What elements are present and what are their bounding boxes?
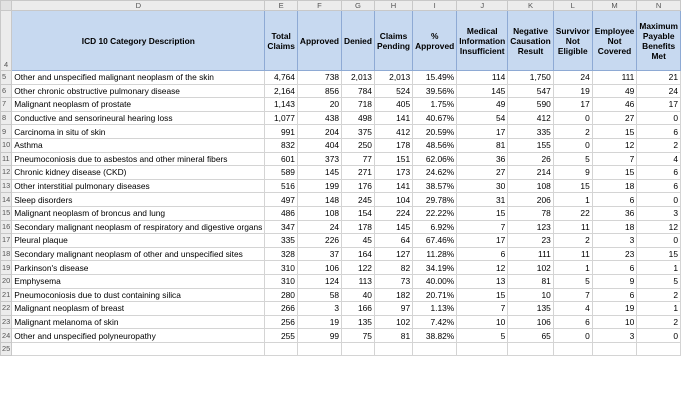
value-cell[interactable]: 347	[265, 220, 298, 234]
value-cell[interactable]: 7	[457, 220, 508, 234]
table-row	[1, 179, 681, 193]
row-number[interactable]: 8	[1, 111, 12, 125]
value-cell[interactable]: 5	[637, 274, 681, 288]
value-cell[interactable]: 6	[592, 288, 637, 302]
value-cell[interactable]: 6	[592, 193, 637, 207]
category-description-cell[interactable]: Other interstitial pulmonary diseases	[12, 179, 265, 193]
row-number[interactable]: 19	[1, 261, 12, 275]
value-cell[interactable]: 81	[457, 138, 508, 152]
value-cell[interactable]: 38.57%	[413, 179, 457, 193]
category-description-cell[interactable]: Malignant neoplasm of prostate	[12, 98, 265, 112]
value-cell[interactable]: 6.92%	[413, 220, 457, 234]
value-cell[interactable]: 0	[637, 111, 681, 125]
column-header-cell[interactable]: Medical Information Insufficient	[457, 11, 508, 71]
value-cell[interactable]: 1,143	[265, 98, 298, 112]
category-description-cell[interactable]: Carcinoma in situ of skin	[12, 125, 265, 139]
value-cell[interactable]: 108	[297, 206, 341, 220]
table-row	[1, 302, 681, 316]
value-cell[interactable]: 20	[297, 98, 341, 112]
value-cell[interactable]: 148	[297, 193, 341, 207]
value-cell[interactable]: 15	[457, 288, 508, 302]
value-cell[interactable]: 590	[508, 98, 553, 112]
value-cell[interactable]: 589	[265, 166, 298, 180]
category-description-cell[interactable]: Chronic kidney disease (CKD)	[12, 166, 265, 180]
table-header-row	[1, 11, 681, 71]
row-number[interactable]: 11	[1, 152, 12, 166]
value-cell[interactable]: 0	[553, 329, 592, 343]
select-all-corner[interactable]	[1, 1, 12, 11]
value-cell[interactable]: 77	[342, 152, 375, 166]
value-cell[interactable]: 12	[457, 261, 508, 275]
value-cell[interactable]: 30	[457, 179, 508, 193]
value-cell[interactable]: 135	[342, 315, 375, 329]
value-cell[interactable]: 373	[297, 152, 341, 166]
value-cell[interactable]: 10	[508, 288, 553, 302]
value-cell[interactable]: 27	[457, 166, 508, 180]
category-description-cell[interactable]: Asthma	[12, 138, 265, 152]
value-cell[interactable]: 24	[637, 84, 681, 98]
value-cell[interactable]: 0	[637, 234, 681, 248]
row-number[interactable]: 20	[1, 274, 12, 288]
table-row	[1, 315, 681, 329]
value-cell[interactable]: 19	[553, 84, 592, 98]
value-cell[interactable]: 404	[297, 138, 341, 152]
column-header-cell[interactable]: Employee Not Covered	[592, 11, 637, 71]
value-cell[interactable]: 7	[592, 152, 637, 166]
category-description-cell[interactable]: Emphysema	[12, 274, 265, 288]
value-cell[interactable]: 310	[265, 261, 298, 275]
category-description-cell[interactable]: Other and unspecified polyneuropathy	[12, 329, 265, 343]
value-cell[interactable]: 6	[592, 261, 637, 275]
value-cell[interactable]: 40.00%	[413, 274, 457, 288]
value-cell[interactable]: 7	[457, 302, 508, 316]
value-cell[interactable]: 173	[374, 166, 412, 180]
empty-cell[interactable]	[297, 342, 341, 356]
value-cell[interactable]: 256	[265, 315, 298, 329]
value-cell[interactable]: 22	[553, 206, 592, 220]
category-description-cell[interactable]: Secondary malignant neoplasm of respiratory and digestive organs	[12, 220, 265, 234]
value-cell[interactable]: 5	[553, 152, 592, 166]
value-cell[interactable]: 2	[637, 315, 681, 329]
row-number[interactable]: 23	[1, 315, 12, 329]
value-cell[interactable]: 498	[342, 111, 375, 125]
value-cell[interactable]: 31	[457, 193, 508, 207]
value-cell[interactable]: 6	[637, 166, 681, 180]
value-cell[interactable]: 81	[508, 274, 553, 288]
value-cell[interactable]: 10	[592, 315, 637, 329]
empty-cell[interactable]	[265, 342, 298, 356]
value-cell[interactable]: 102	[508, 261, 553, 275]
value-cell[interactable]: 199	[297, 179, 341, 193]
value-cell[interactable]: 111	[592, 71, 637, 85]
value-cell[interactable]: 49	[457, 98, 508, 112]
value-cell[interactable]: 58	[297, 288, 341, 302]
value-cell[interactable]: 38.82%	[413, 329, 457, 343]
value-cell[interactable]: 2,164	[265, 84, 298, 98]
value-cell[interactable]: 82	[374, 261, 412, 275]
value-cell[interactable]: 106	[297, 261, 341, 275]
value-cell[interactable]: 39.56%	[413, 84, 457, 98]
value-cell[interactable]: 108	[508, 179, 553, 193]
category-description-cell[interactable]: Malignant neoplasm of broncus and lung	[12, 206, 265, 220]
value-cell[interactable]: 65	[508, 329, 553, 343]
value-cell[interactable]: 17	[457, 234, 508, 248]
value-cell[interactable]: 3	[592, 234, 637, 248]
value-cell[interactable]: 29.78%	[413, 193, 457, 207]
value-cell[interactable]: 64	[374, 234, 412, 248]
value-cell[interactable]: 1	[637, 261, 681, 275]
value-cell[interactable]: 486	[265, 206, 298, 220]
value-cell[interactable]: 178	[342, 220, 375, 234]
value-cell[interactable]: 335	[508, 125, 553, 139]
value-cell[interactable]: 23	[592, 247, 637, 261]
value-cell[interactable]: 114	[457, 71, 508, 85]
row-number[interactable]: 24	[1, 329, 12, 343]
table-row	[1, 220, 681, 234]
value-cell[interactable]: 15	[457, 206, 508, 220]
column-letter[interactable]: F	[297, 1, 341, 11]
value-cell[interactable]: 5	[457, 329, 508, 343]
category-description-cell[interactable]: Malignant neoplasm of breast	[12, 302, 265, 316]
value-cell[interactable]: 62.06%	[413, 152, 457, 166]
table-row	[1, 234, 681, 248]
row-number[interactable]: 5	[1, 71, 12, 85]
value-cell[interactable]: 178	[374, 138, 412, 152]
value-cell[interactable]: 13	[457, 274, 508, 288]
column-header-cell[interactable]: Survivor Not Eligible	[553, 11, 592, 71]
value-cell[interactable]: 9	[592, 274, 637, 288]
column-header-cell[interactable]: Negative Causation Result	[508, 11, 553, 71]
value-cell[interactable]: 4,764	[265, 71, 298, 85]
value-cell[interactable]: 204	[297, 125, 341, 139]
column-letter[interactable]: G	[342, 1, 375, 11]
value-cell[interactable]: 18	[592, 220, 637, 234]
value-cell[interactable]: 15	[592, 125, 637, 139]
value-cell[interactable]: 151	[374, 152, 412, 166]
value-cell[interactable]: 27	[592, 111, 637, 125]
value-cell[interactable]: 7.42%	[413, 315, 457, 329]
value-cell[interactable]: 21	[637, 71, 681, 85]
value-cell[interactable]: 0	[637, 329, 681, 343]
value-cell[interactable]: 547	[508, 84, 553, 98]
value-cell[interactable]: 784	[342, 84, 375, 98]
value-cell[interactable]: 1	[637, 302, 681, 316]
value-cell[interactable]: 214	[508, 166, 553, 180]
value-cell[interactable]: 1,077	[265, 111, 298, 125]
value-cell[interactable]: 412	[374, 125, 412, 139]
value-cell[interactable]: 123	[508, 220, 553, 234]
column-letter[interactable]: I	[413, 1, 457, 11]
value-cell[interactable]: 328	[265, 247, 298, 261]
column-letter[interactable]: K	[508, 1, 553, 11]
column-letter[interactable]: D	[12, 1, 265, 11]
value-cell[interactable]: 67.46%	[413, 234, 457, 248]
value-cell[interactable]: 335	[265, 234, 298, 248]
value-cell[interactable]: 6	[553, 315, 592, 329]
value-cell[interactable]: 141	[374, 179, 412, 193]
value-cell[interactable]: 24.62%	[413, 166, 457, 180]
table-row	[1, 111, 681, 125]
value-cell[interactable]: 6	[457, 247, 508, 261]
value-cell[interactable]: 36	[592, 206, 637, 220]
value-cell[interactable]: 224	[374, 206, 412, 220]
value-cell[interactable]: 36	[457, 152, 508, 166]
value-cell[interactable]: 19	[592, 302, 637, 316]
value-cell[interactable]: 226	[297, 234, 341, 248]
category-description-cell[interactable]: Sleep disorders	[12, 193, 265, 207]
column-header-cell[interactable]: Claims Pending	[374, 11, 412, 71]
value-cell[interactable]: 4	[637, 152, 681, 166]
row-number[interactable]: 10	[1, 138, 12, 152]
value-cell[interactable]: 102	[374, 315, 412, 329]
value-cell[interactable]: 99	[297, 329, 341, 343]
value-cell[interactable]: 497	[265, 193, 298, 207]
value-cell[interactable]: 78	[508, 206, 553, 220]
table-row	[1, 84, 681, 98]
value-cell[interactable]: 832	[265, 138, 298, 152]
value-cell[interactable]: 3	[637, 206, 681, 220]
value-cell[interactable]: 12	[637, 220, 681, 234]
value-cell[interactable]: 155	[508, 138, 553, 152]
category-description-cell[interactable]: Secondary malignant neoplasm of other and unspecified sites	[12, 247, 265, 261]
value-cell[interactable]: 2,013	[374, 71, 412, 85]
value-cell[interactable]: 2	[553, 234, 592, 248]
value-cell[interactable]: 1.13%	[413, 302, 457, 316]
value-cell[interactable]: 18	[592, 179, 637, 193]
value-cell[interactable]: 97	[374, 302, 412, 316]
value-cell[interactable]: 145	[374, 220, 412, 234]
value-cell[interactable]: 266	[265, 302, 298, 316]
value-cell[interactable]: 145	[457, 84, 508, 98]
value-cell[interactable]: 81	[374, 329, 412, 343]
value-cell[interactable]: 22.22%	[413, 206, 457, 220]
value-cell[interactable]: 45	[342, 234, 375, 248]
value-cell[interactable]: 6	[637, 179, 681, 193]
empty-cell[interactable]	[12, 342, 265, 356]
value-cell[interactable]: 516	[265, 179, 298, 193]
table-row	[1, 247, 681, 261]
empty-cell[interactable]	[592, 342, 637, 356]
column-letter[interactable]: M	[592, 1, 637, 11]
category-description-cell[interactable]: Malignant melanoma of skin	[12, 315, 265, 329]
empty-cell[interactable]	[413, 342, 457, 356]
value-cell[interactable]: 49	[592, 84, 637, 98]
value-cell[interactable]: 4	[553, 302, 592, 316]
empty-cell[interactable]	[553, 342, 592, 356]
table-row	[1, 342, 681, 356]
value-cell[interactable]: 5	[553, 274, 592, 288]
row-number[interactable]: 15	[1, 206, 12, 220]
row-number[interactable]: 13	[1, 179, 12, 193]
column-header-cell[interactable]: Denied	[342, 11, 375, 71]
value-cell[interactable]: 11	[553, 220, 592, 234]
value-cell[interactable]: 145	[297, 166, 341, 180]
value-cell[interactable]: 73	[374, 274, 412, 288]
value-cell[interactable]: 20.59%	[413, 125, 457, 139]
value-cell[interactable]: 10	[457, 315, 508, 329]
value-cell[interactable]: 176	[342, 179, 375, 193]
value-cell[interactable]: 245	[342, 193, 375, 207]
value-cell[interactable]: 46	[592, 98, 637, 112]
empty-cell[interactable]	[508, 342, 553, 356]
value-cell[interactable]: 17	[637, 98, 681, 112]
value-cell[interactable]: 2	[553, 125, 592, 139]
value-cell[interactable]: 17	[553, 98, 592, 112]
table-row	[1, 125, 681, 139]
value-cell[interactable]: 141	[374, 111, 412, 125]
row-number[interactable]: 7	[1, 98, 12, 112]
table-row	[1, 329, 681, 343]
value-cell[interactable]: 75	[342, 329, 375, 343]
table-row	[1, 206, 681, 220]
empty-cell[interactable]	[342, 342, 375, 356]
table-row	[1, 152, 681, 166]
value-cell[interactable]: 271	[342, 166, 375, 180]
value-cell[interactable]: 54	[457, 111, 508, 125]
table-row	[1, 71, 681, 85]
row-number[interactable]: 18	[1, 247, 12, 261]
value-cell[interactable]: 0	[553, 111, 592, 125]
value-cell[interactable]: 24	[297, 220, 341, 234]
category-description-cell[interactable]: Parkinson's disease	[12, 261, 265, 275]
row-number[interactable]: 17	[1, 234, 12, 248]
value-cell[interactable]: 601	[265, 152, 298, 166]
value-cell[interactable]: 405	[374, 98, 412, 112]
value-cell[interactable]: 0	[637, 193, 681, 207]
value-cell[interactable]: 375	[342, 125, 375, 139]
value-cell[interactable]: 15	[553, 179, 592, 193]
value-cell[interactable]: 6	[637, 125, 681, 139]
table-row	[1, 288, 681, 302]
value-cell[interactable]: 991	[265, 125, 298, 139]
value-cell[interactable]: 856	[297, 84, 341, 98]
column-header-cell[interactable]: Maximum Payable Benefits Met	[637, 11, 681, 71]
value-cell[interactable]: 20.71%	[413, 288, 457, 302]
value-cell[interactable]: 1.75%	[413, 98, 457, 112]
column-letter[interactable]: H	[374, 1, 412, 11]
value-cell[interactable]: 19	[297, 315, 341, 329]
value-cell[interactable]: 164	[342, 247, 375, 261]
category-description-cell[interactable]: Other chronic obstructive pulmonary disease	[12, 84, 265, 98]
row-number[interactable]: 4	[1, 11, 12, 71]
value-cell[interactable]: 438	[297, 111, 341, 125]
value-cell[interactable]: 122	[342, 261, 375, 275]
category-description-cell[interactable]: Pneumoconiosis due to asbestos and other mineral fibers	[12, 152, 265, 166]
table-row	[1, 166, 681, 180]
category-description-cell[interactable]: Conductive and sensorineural hearing loss	[12, 111, 265, 125]
table-row	[1, 274, 681, 288]
empty-cell[interactable]	[637, 342, 681, 356]
value-cell[interactable]: 1	[553, 261, 592, 275]
column-header-cell[interactable]: Total Claims	[265, 11, 298, 71]
table-row	[1, 261, 681, 275]
value-cell[interactable]: 34.19%	[413, 261, 457, 275]
table-row	[1, 193, 681, 207]
value-cell[interactable]: 412	[508, 111, 553, 125]
column-letter[interactable]: L	[553, 1, 592, 11]
value-cell[interactable]: 111	[508, 247, 553, 261]
value-cell[interactable]: 255	[265, 329, 298, 343]
row-number[interactable]: 6	[1, 84, 12, 98]
value-cell[interactable]: 3	[297, 302, 341, 316]
value-cell[interactable]: 15	[592, 166, 637, 180]
column-letter[interactable]: N	[637, 1, 681, 11]
value-cell[interactable]: 718	[342, 98, 375, 112]
row-number[interactable]: 9	[1, 125, 12, 139]
column-letter[interactable]: E	[265, 1, 298, 11]
row-number[interactable]: 21	[1, 288, 12, 302]
value-cell[interactable]: 40	[342, 288, 375, 302]
column-header-row	[1, 1, 681, 11]
value-cell[interactable]: 37	[297, 247, 341, 261]
value-cell[interactable]: 166	[342, 302, 375, 316]
value-cell[interactable]: 124	[297, 274, 341, 288]
value-cell[interactable]: 11.28%	[413, 247, 457, 261]
column-letter[interactable]: J	[457, 1, 508, 11]
value-cell[interactable]: 3	[592, 329, 637, 343]
row-number[interactable]: 12	[1, 166, 12, 180]
value-cell[interactable]: 2	[637, 138, 681, 152]
value-cell[interactable]: 0	[553, 138, 592, 152]
row-number[interactable]: 22	[1, 302, 12, 316]
value-cell[interactable]: 206	[508, 193, 553, 207]
value-cell[interactable]: 106	[508, 315, 553, 329]
category-description-cell[interactable]: Pleural plaque	[12, 234, 265, 248]
value-cell[interactable]: 12	[592, 138, 637, 152]
category-description-cell[interactable]: Pneumoconiosis due to dust containing silica	[12, 288, 265, 302]
value-cell[interactable]: 26	[508, 152, 553, 166]
value-cell[interactable]: 280	[265, 288, 298, 302]
value-cell[interactable]: 182	[374, 288, 412, 302]
value-cell[interactable]: 2,013	[342, 71, 375, 85]
value-cell[interactable]: 17	[457, 125, 508, 139]
row-number[interactable]: 14	[1, 193, 12, 207]
column-header-cell[interactable]: Approved	[297, 11, 341, 71]
value-cell[interactable]: 113	[342, 274, 375, 288]
table-row	[1, 138, 681, 152]
value-cell[interactable]: 11	[553, 247, 592, 261]
value-cell[interactable]: 738	[297, 71, 341, 85]
value-cell[interactable]: 1	[553, 193, 592, 207]
value-cell[interactable]: 1,750	[508, 71, 553, 85]
value-cell[interactable]: 154	[342, 206, 375, 220]
value-cell[interactable]: 7	[553, 288, 592, 302]
empty-cell[interactable]	[457, 342, 508, 356]
value-cell[interactable]: 310	[265, 274, 298, 288]
row-number[interactable]: 25	[1, 342, 12, 356]
value-cell[interactable]: 135	[508, 302, 553, 316]
category-description-cell[interactable]: Other and unspecified malignant neoplasm of the skin	[12, 71, 265, 85]
value-cell[interactable]: 250	[342, 138, 375, 152]
value-cell[interactable]: 524	[374, 84, 412, 98]
value-cell[interactable]: 104	[374, 193, 412, 207]
value-cell[interactable]: 2	[637, 288, 681, 302]
value-cell[interactable]: 15	[637, 247, 681, 261]
value-cell[interactable]: 23	[508, 234, 553, 248]
value-cell[interactable]: 48.56%	[413, 138, 457, 152]
value-cell[interactable]: 15.49%	[413, 71, 457, 85]
empty-cell[interactable]	[374, 342, 412, 356]
value-cell[interactable]: 40.67%	[413, 111, 457, 125]
value-cell[interactable]: 9	[553, 166, 592, 180]
value-cell[interactable]: 24	[553, 71, 592, 85]
table-row	[1, 98, 681, 112]
column-header-cell[interactable]: ICD 10 Category Description	[12, 11, 265, 71]
row-number[interactable]: 16	[1, 220, 12, 234]
value-cell[interactable]: 127	[374, 247, 412, 261]
column-header-cell[interactable]: % Approved	[413, 11, 457, 71]
